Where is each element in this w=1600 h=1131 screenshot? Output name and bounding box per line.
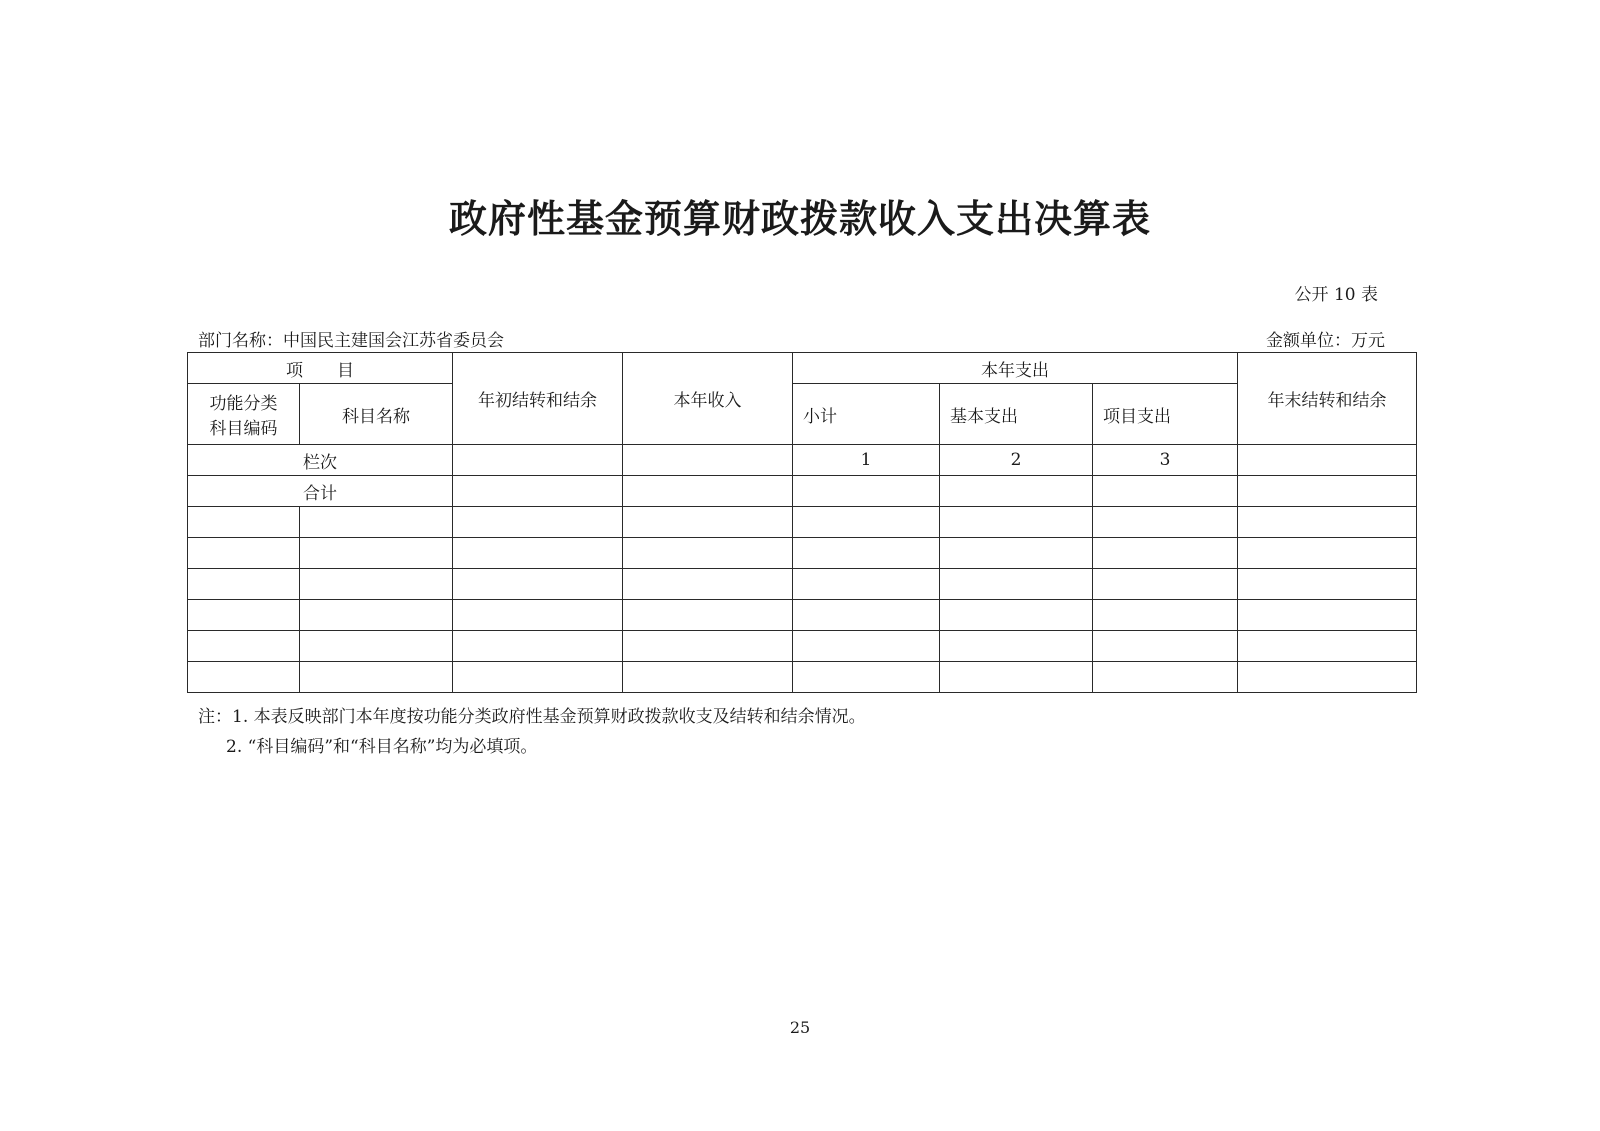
- table-cell: [300, 507, 453, 538]
- table-cell: [1238, 538, 1417, 569]
- header-row-2: [188, 384, 1417, 445]
- table-cell: [793, 538, 940, 569]
- table-cell: [793, 476, 940, 507]
- table-cell: [1093, 631, 1238, 662]
- cell-total-label: 合计: [188, 476, 453, 507]
- table-cell: [1238, 631, 1417, 662]
- table-cell: [1238, 507, 1417, 538]
- header-begin-balance: 年初结转和结余: [453, 353, 623, 445]
- header-basic: 基本支出: [940, 384, 1093, 445]
- department-name: 部门名称：中国民主建国会江苏省委员会: [198, 331, 504, 351]
- header-expense: 本年支出: [793, 353, 1238, 384]
- table-cell: [623, 569, 793, 600]
- table-cell: [188, 662, 300, 693]
- table-cell: [623, 600, 793, 631]
- page-title: 政府性基金预算财政拨款收入支出决算表: [448, 196, 1151, 241]
- table-cell: [1238, 600, 1417, 631]
- table-cell: [300, 538, 453, 569]
- table-cell: [623, 662, 793, 693]
- table-cell: [188, 600, 300, 631]
- table-row: [188, 569, 1417, 600]
- table-cell: [1238, 662, 1417, 693]
- table-cell: [1093, 538, 1238, 569]
- table-cell: [1238, 476, 1417, 507]
- table-cell: [300, 600, 453, 631]
- table-cell: [188, 631, 300, 662]
- header-func-code-line1: 功能分类: [209, 394, 278, 414]
- row-total: [188, 476, 1417, 507]
- table-cell: [453, 476, 623, 507]
- table-cell: [453, 600, 623, 631]
- header-func-code: [188, 384, 300, 445]
- table-row: [188, 507, 1417, 538]
- table-cell: [793, 507, 940, 538]
- header-row-1: [188, 353, 1417, 384]
- cell-lanci-label: 栏次: [188, 445, 453, 476]
- table-cell: [623, 476, 793, 507]
- header-project: 项目支出: [1093, 384, 1238, 445]
- note-1: 注：1. 本表反映部门本年度按功能分类政府性基金预算财政拨款收支及结转和结余情况。: [198, 707, 866, 727]
- table-cell: [940, 662, 1093, 693]
- table-row: [188, 631, 1417, 662]
- table-cell: [1093, 569, 1238, 600]
- table-cell: [1093, 507, 1238, 538]
- table-cell: [1093, 476, 1238, 507]
- cell-lanci-2: 2: [940, 445, 1093, 476]
- table-cell: [1238, 569, 1417, 600]
- table-cell: [793, 662, 940, 693]
- table-cell: [453, 538, 623, 569]
- header-subject-name: 科目名称: [300, 384, 453, 445]
- header-func-code-line2: 科目编码: [209, 419, 278, 439]
- table-cell: [940, 476, 1093, 507]
- table-cell: [940, 600, 1093, 631]
- table-cell: [188, 569, 300, 600]
- table-cell: [623, 507, 793, 538]
- budget-table: [187, 352, 1417, 693]
- table-row: [188, 538, 1417, 569]
- table-cell: [453, 507, 623, 538]
- header-item: 项 目: [188, 353, 453, 384]
- header-income: 本年收入: [623, 353, 793, 445]
- note-2: 2. “科目编码”和“科目名称”均为必填项。: [226, 737, 538, 757]
- table-cell: [453, 445, 623, 476]
- table-cell: [188, 538, 300, 569]
- header-subtotal: 小计: [793, 384, 940, 445]
- table-cell: [793, 600, 940, 631]
- table-cell: [940, 569, 1093, 600]
- page-number: 25: [789, 1018, 811, 1037]
- table-cell: [1093, 662, 1238, 693]
- table-cell: [623, 538, 793, 569]
- amount-unit: 金额单位：万元: [1266, 331, 1385, 351]
- header-end-balance: 年末结转和结余: [1238, 353, 1417, 445]
- table-cell: [940, 631, 1093, 662]
- table-cell: [793, 631, 940, 662]
- row-lanci: [188, 445, 1417, 476]
- cell-lanci-1: 1: [793, 445, 940, 476]
- table-cell: [453, 631, 623, 662]
- notes: [198, 702, 866, 762]
- table-cell: [188, 507, 300, 538]
- table-cell: [940, 507, 1093, 538]
- table-cell: [1093, 600, 1238, 631]
- table-cell: [1238, 445, 1417, 476]
- table-row: [188, 600, 1417, 631]
- table-cell: [453, 662, 623, 693]
- table-cell: [623, 631, 793, 662]
- form-number: 公开 10 表: [1294, 285, 1378, 305]
- table-cell: [623, 445, 793, 476]
- table-cell: [300, 569, 453, 600]
- cell-lanci-3: 3: [1093, 445, 1238, 476]
- table-cell: [940, 538, 1093, 569]
- table-row: [188, 662, 1417, 693]
- table-cell: [793, 569, 940, 600]
- table-cell: [300, 631, 453, 662]
- table-cell: [300, 662, 453, 693]
- table-cell: [453, 569, 623, 600]
